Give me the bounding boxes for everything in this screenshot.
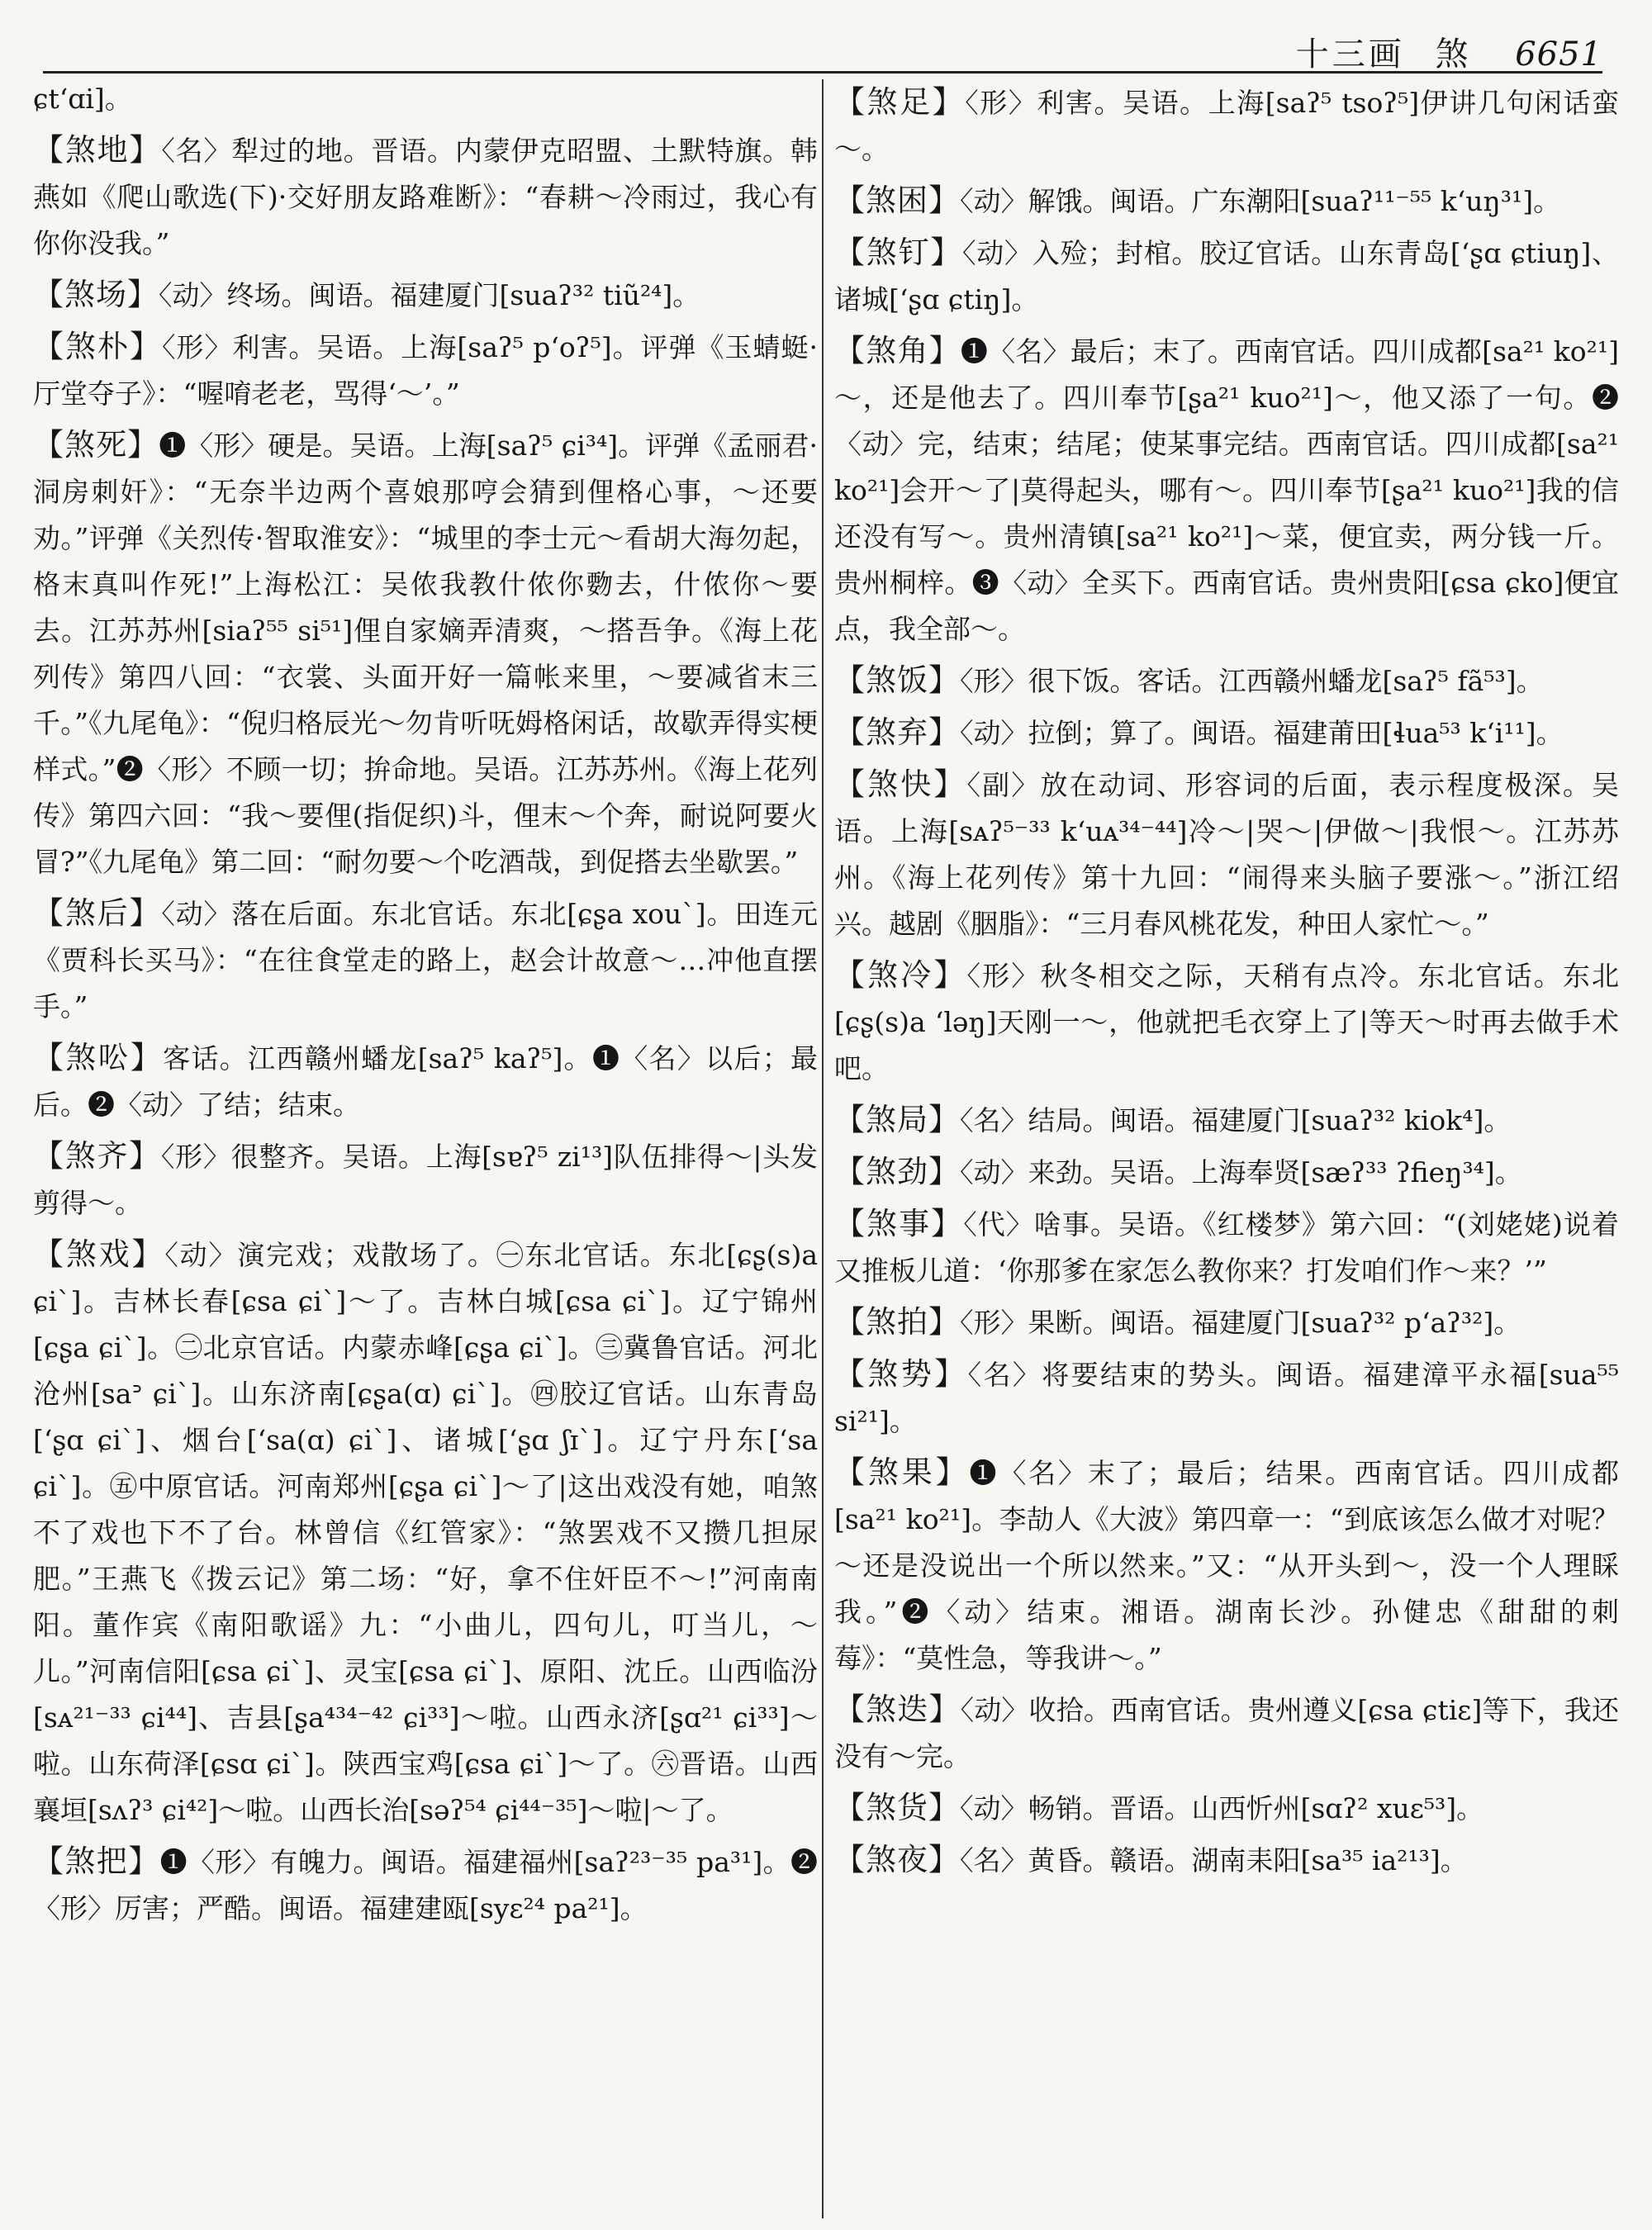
right-column bbox=[834, 79, 1619, 1889]
entry-headword: 【煞饭】 bbox=[834, 662, 960, 698]
dictionary-entry bbox=[834, 709, 1619, 757]
entry-headword: 【煞迭】 bbox=[834, 1691, 961, 1727]
dictionary-entry bbox=[33, 422, 818, 885]
dictionary-entry bbox=[33, 127, 818, 267]
entry-headword: 【煞夜】 bbox=[834, 1842, 960, 1877]
section-label: 十三画 bbox=[1295, 36, 1405, 74]
entry-definition: ❶〈名〉末了；最后；结果。西南官话。四川成都[sa²¹ ko²¹]。李劼人《大波》第四章一：“到底该怎么做才对呢？～还是没说出一个所以然来。”又：“从开头到～，没一个人理睬我。”❷〈动〉结束。湘语。湖南长沙。孙健忠《甜甜的刺莓》：“莫性急，等我讲～。” bbox=[834, 1457, 1620, 1674]
left-column bbox=[33, 79, 818, 1937]
dictionary-entry bbox=[33, 1133, 818, 1226]
entry-definition: ❶〈名〉最后；末了。西南官话。四川成都[sa²¹ ko²¹]～，还是他去了。四川奉节[ʂa²¹ kuo²¹]～，他又添了一句。❷〈动〉完，结束；结尾；使某事完结。西南官话。四川成都[sa²¹ ko²¹]会开～了|莫得起头，哪有～。四川奉节[ʂa²¹ kuo²¹]我的信还没有写～。贵州清镇[sa²¹ ko²¹]～菜，便宜卖，两分钱一斤。贵州桐梓。❸〈动〉全买下。西南官话。贵州贵阳[ɕsa ɕko]便宜点，我全部～。 bbox=[834, 335, 1620, 645]
entry-definition: ❶〈形〉硬是。吴语。上海[saʔ⁵ ɕi³⁴]。评弹《孟丽君·洞房刺奸》：“无奈半边两个喜娘那哼会猜到俚格心事，～还要劝。”评弹《关烈传·智取淮安》：“城里的李士元～看胡大海勿起，格末真叫作死!”上海松江：吴侬我教什侬你覅去，什侬你～要去。江苏苏州[siaʔ⁵⁵ si⁵¹]俚自家嫡弄清爽，～搭吾争。《海上花列传》第四八回：“衣裳、头面开好一篇帐来里，～要减省末三千。”《九尾龟》：“倪归格辰光～勿肯听呒姆格闲话，故歇弄得实梗样式。”❷〈形〉不顾一切；拚命地。吴语。江苏苏州。《海上花列传》第四六回：“我～要俚(指促织)斗，俚末～个奔，耐说阿要火冒?”《九尾龟》第二回：“耐勿要～个吃酒哉，到促搭去坐歇罢。” bbox=[33, 429, 818, 878]
dictionary-entry bbox=[33, 1231, 818, 1834]
entry-definition: 〈代〉啥事。吴语。《红楼梦》第六回：“(刘姥姥)说着又推板儿道：‘你那爹在家怎么教你来？打发咱们作～来？’” bbox=[834, 1208, 1620, 1287]
entry-definition: 〈名〉犁过的地。晋语。内蒙伊克昭盟、土默特旗。韩燕如《爬山歌选(下)·交好朋友路难断》：“春耕～冷雨过，我心有你你没我。” bbox=[33, 135, 819, 259]
dictionary-entry bbox=[834, 1785, 1619, 1832]
entry-headword: 【煞局】 bbox=[834, 1102, 960, 1137]
entry-headword: 【煞快】 bbox=[834, 766, 967, 802]
entry-headword: 【煞后】 bbox=[33, 895, 162, 931]
page-header bbox=[43, 23, 1602, 74]
dictionary-entry bbox=[33, 76, 818, 122]
entry-definition: 〈形〉果断。闽语。福建厦门[suaʔ³² p‘aʔ³²]。 bbox=[960, 1307, 1521, 1339]
entry-headword: 【煞冷】 bbox=[834, 957, 967, 993]
entry-definition: 〈名〉黄昏。赣语。湖南耒阳[sa³⁵ ia²¹³]。 bbox=[960, 1844, 1468, 1877]
entry-definition: 客话。江西赣州蟠龙[saʔ⁵ kaʔ⁵]。❶〈名〉以后；最后。❷〈动〉了结；结束。 bbox=[33, 1042, 818, 1121]
head-character: 煞 bbox=[1435, 36, 1472, 74]
dictionary-entry bbox=[834, 328, 1619, 652]
entry-definition: 〈动〉来劲。吴语。上海奉贤[sæʔ³³ ʔfieŋ³⁴]。 bbox=[960, 1156, 1522, 1189]
entry-headword: 【煞劲】 bbox=[834, 1154, 960, 1189]
dictionary-entry bbox=[834, 1687, 1619, 1780]
running-head bbox=[1296, 28, 1602, 75]
entry-headword: 【煞角】 bbox=[834, 333, 961, 368]
entry-definition: 〈名〉结局。闽语。福建厦门[suaʔ³² kiok⁴]。 bbox=[960, 1104, 1512, 1136]
dictionary-entry bbox=[834, 1837, 1619, 1884]
entry-definition: 〈动〉解饿。闽语。广东潮阳[suaʔ¹¹⁻⁵⁵ k‘uŋ³¹]。 bbox=[960, 185, 1561, 217]
entry-headword: 【煞弃】 bbox=[834, 714, 960, 750]
entry-headword: 【煞㕬】 bbox=[33, 1040, 164, 1075]
dictionary-entry bbox=[834, 657, 1619, 705]
entry-definition: 〈形〉利害。吴语。上海[saʔ⁵ tsoʔ⁵]伊讲几句闲话蛮～。 bbox=[834, 87, 1619, 165]
entry-definition: 〈名〉将要结束的势头。闽语。福建漳平永福[sua⁵⁵ si²¹]。 bbox=[834, 1359, 1620, 1437]
dictionary-entry bbox=[834, 230, 1619, 323]
entry-headword: 【煞拍】 bbox=[834, 1304, 960, 1340]
entry-definition: 〈形〉秋冬相交之际，天稍有点冷。东北官话。东北[ɕʂ(s)a ‘ləŋ]天刚一～，他就把毛衣穿上了|等天～时再去做手术吧。 bbox=[834, 960, 1620, 1084]
dictionary-entry bbox=[834, 1097, 1619, 1144]
entry-headword: 【煞势】 bbox=[834, 1356, 968, 1392]
entry-definition: 〈动〉入殓；封棺。胶辽官话。山东青岛[‘ʂɑ ɕtiuŋ]、诸城[‘ʂɑ ɕtiŋ]。 bbox=[834, 237, 1619, 316]
page-number: 6651 bbox=[1515, 36, 1602, 74]
entry-definition: 〈形〉很整齐。吴语。上海[sɐʔ⁵ zi¹³]队伍排得～|头发剪得～。 bbox=[33, 1141, 818, 1219]
entry-headword: 【煞场】 bbox=[33, 277, 159, 312]
dictionary-entry bbox=[33, 1839, 818, 1932]
dictionary-entry bbox=[33, 1035, 818, 1128]
dictionary-entry bbox=[33, 890, 818, 1030]
dictionary-entry bbox=[834, 1450, 1619, 1682]
entry-headword: 【煞戏】 bbox=[33, 1236, 165, 1272]
dictionary-entry bbox=[834, 1201, 1619, 1294]
entry-definition: ɕt‘ɑi]。 bbox=[33, 83, 132, 115]
dictionary-entry bbox=[33, 324, 818, 417]
entry-headword: 【煞死】 bbox=[33, 427, 159, 463]
entry-headword: 【煞朴】 bbox=[33, 329, 162, 364]
entry-definition: 〈形〉利害。吴语。上海[saʔ⁵ p‘oʔ⁵]。评弹《玉蜻蜓·厅堂夺子》：“喔唷老老，骂得‘～’。” bbox=[33, 331, 819, 410]
entry-headword: 【煞把】 bbox=[33, 1843, 160, 1879]
entry-definition: 〈动〉落在后面。东北官话。东北[ɕʂa xou`]。田连元《贾科长买马》：“在往食堂走的路上，赵会计故意～…冲他直摆手。” bbox=[33, 898, 819, 1022]
dictionary-entry bbox=[834, 1351, 1619, 1445]
entry-definition: 〈副〉放在动词、形容词的后面，表示程度极深。吴语。上海[sᴀʔ⁵⁻³³ k‘uᴀ³⁴⁻⁴⁴]冷～|哭～|伊做～|我恨～。江苏苏州。《海上花列传》第十九回：“闹得来头脑子要涨～。”浙江绍兴。越剧《胭脂》：“三月春风桃花发，种田人家忙～。” bbox=[834, 769, 1620, 940]
entry-headword: 【煞货】 bbox=[834, 1790, 960, 1825]
entry-definition: 〈动〉拉倒；算了。闽语。福建莆田[ɬua⁵³ k‘i¹¹]。 bbox=[960, 717, 1564, 749]
entry-headword: 【煞齐】 bbox=[33, 1138, 161, 1174]
entry-definition: 〈动〉收拾。西南官话。贵州遵义[ɕsa ɕtiɛ]等下，我还没有～完。 bbox=[834, 1694, 1619, 1772]
column-divider bbox=[822, 79, 824, 2218]
dictionary-entry bbox=[33, 272, 818, 319]
entry-headword: 【煞足】 bbox=[834, 84, 966, 120]
entry-headword: 【煞困】 bbox=[834, 183, 960, 218]
entry-definition: 〈形〉很下饭。客话。江西赣州蟠龙[saʔ⁵ fã⁵³]。 bbox=[960, 665, 1544, 697]
entry-headword: 【煞地】 bbox=[33, 132, 162, 168]
dictionary-entry bbox=[834, 952, 1619, 1092]
dictionary-entry bbox=[834, 1149, 1619, 1196]
entry-headword: 【煞果】 bbox=[834, 1454, 970, 1490]
entry-headword: 【煞钉】 bbox=[834, 235, 962, 270]
entry-definition: 〈动〉畅销。晋语。山西忻州[sɑʔ² xuɛ⁵³]。 bbox=[960, 1792, 1484, 1824]
entry-headword: 【煞事】 bbox=[834, 1206, 964, 1241]
entry-definition: 〈动〉终场。闽语。福建厦门[suaʔ³² tiũ²⁴]。 bbox=[159, 279, 700, 311]
dictionary-entry bbox=[834, 762, 1619, 947]
dictionary-entry bbox=[834, 1299, 1619, 1346]
entry-definition: 〈动〉演完戏；戏散场了。㊀东北官话。东北[ɕʂ(s)a ɕi`]。吉林长春[ɕsa ɕi`]～了。吉林白城[ɕsa ɕi`]。辽宁锦州[ɕʂa ɕi`]。㊁北京官话。内蒙赤峰[ɕʂa ɕi`]。㊂冀鲁官话。河北沧州[saᐣ ɕi`]。山东济南[ɕʂa(ɑ) ɕi`]。㊃胶辽官话。山东青岛[‘ʂɑ ɕi`]、烟台[‘sa(ɑ) ɕi`]、诸城[‘ʂɑ ʃɪ`]。辽宁丹东[‘sa ɕi`]。㊄中原官话。河南郑州[ɕʂa ɕi`]～了|这出戏没有她，咱煞不了戏也下不了台。林曾信《红管家》：“煞罢戏不又攒几担尿肥。”王燕飞《拨云记》第二场：“好，拿不住奸臣不～!”河南南阳。董作宾《南阳歌谣》九：“小曲儿，四句儿，叮当儿，～儿。”河南信阳[ɕsa ɕi`]、灵宝[ɕsa ɕi`]、原阳、沈丘。山西临汾[sᴀ²¹⁻³³ ɕi⁴⁴]、吉县[ʂa⁴³⁴⁻⁴² ɕi³³]～啦。山西永济[ʂɑ²¹ ɕi³³]～啦。山东荷泽[ɕsɑ ɕi`]。陕西宝鸡[ɕsa ɕi`]～了。㊅晋语。山西襄垣[sʌʔ³ ɕi⁴²]～啦。山西长治[səʔ⁵⁴ ɕi⁴⁴⁻³⁵]～啦|～了。 bbox=[33, 1239, 818, 1826]
dictionary-entry bbox=[834, 79, 1619, 173]
entry-definition: ❶〈形〉有魄力。闽语。福建福州[saʔ²³⁻³⁵ pa³¹]。❷〈形〉厉害；严酷。闽语。福建建瓯[syɛ²⁴ pa²¹]。 bbox=[33, 1846, 819, 1924]
dictionary-entry bbox=[834, 178, 1619, 225]
